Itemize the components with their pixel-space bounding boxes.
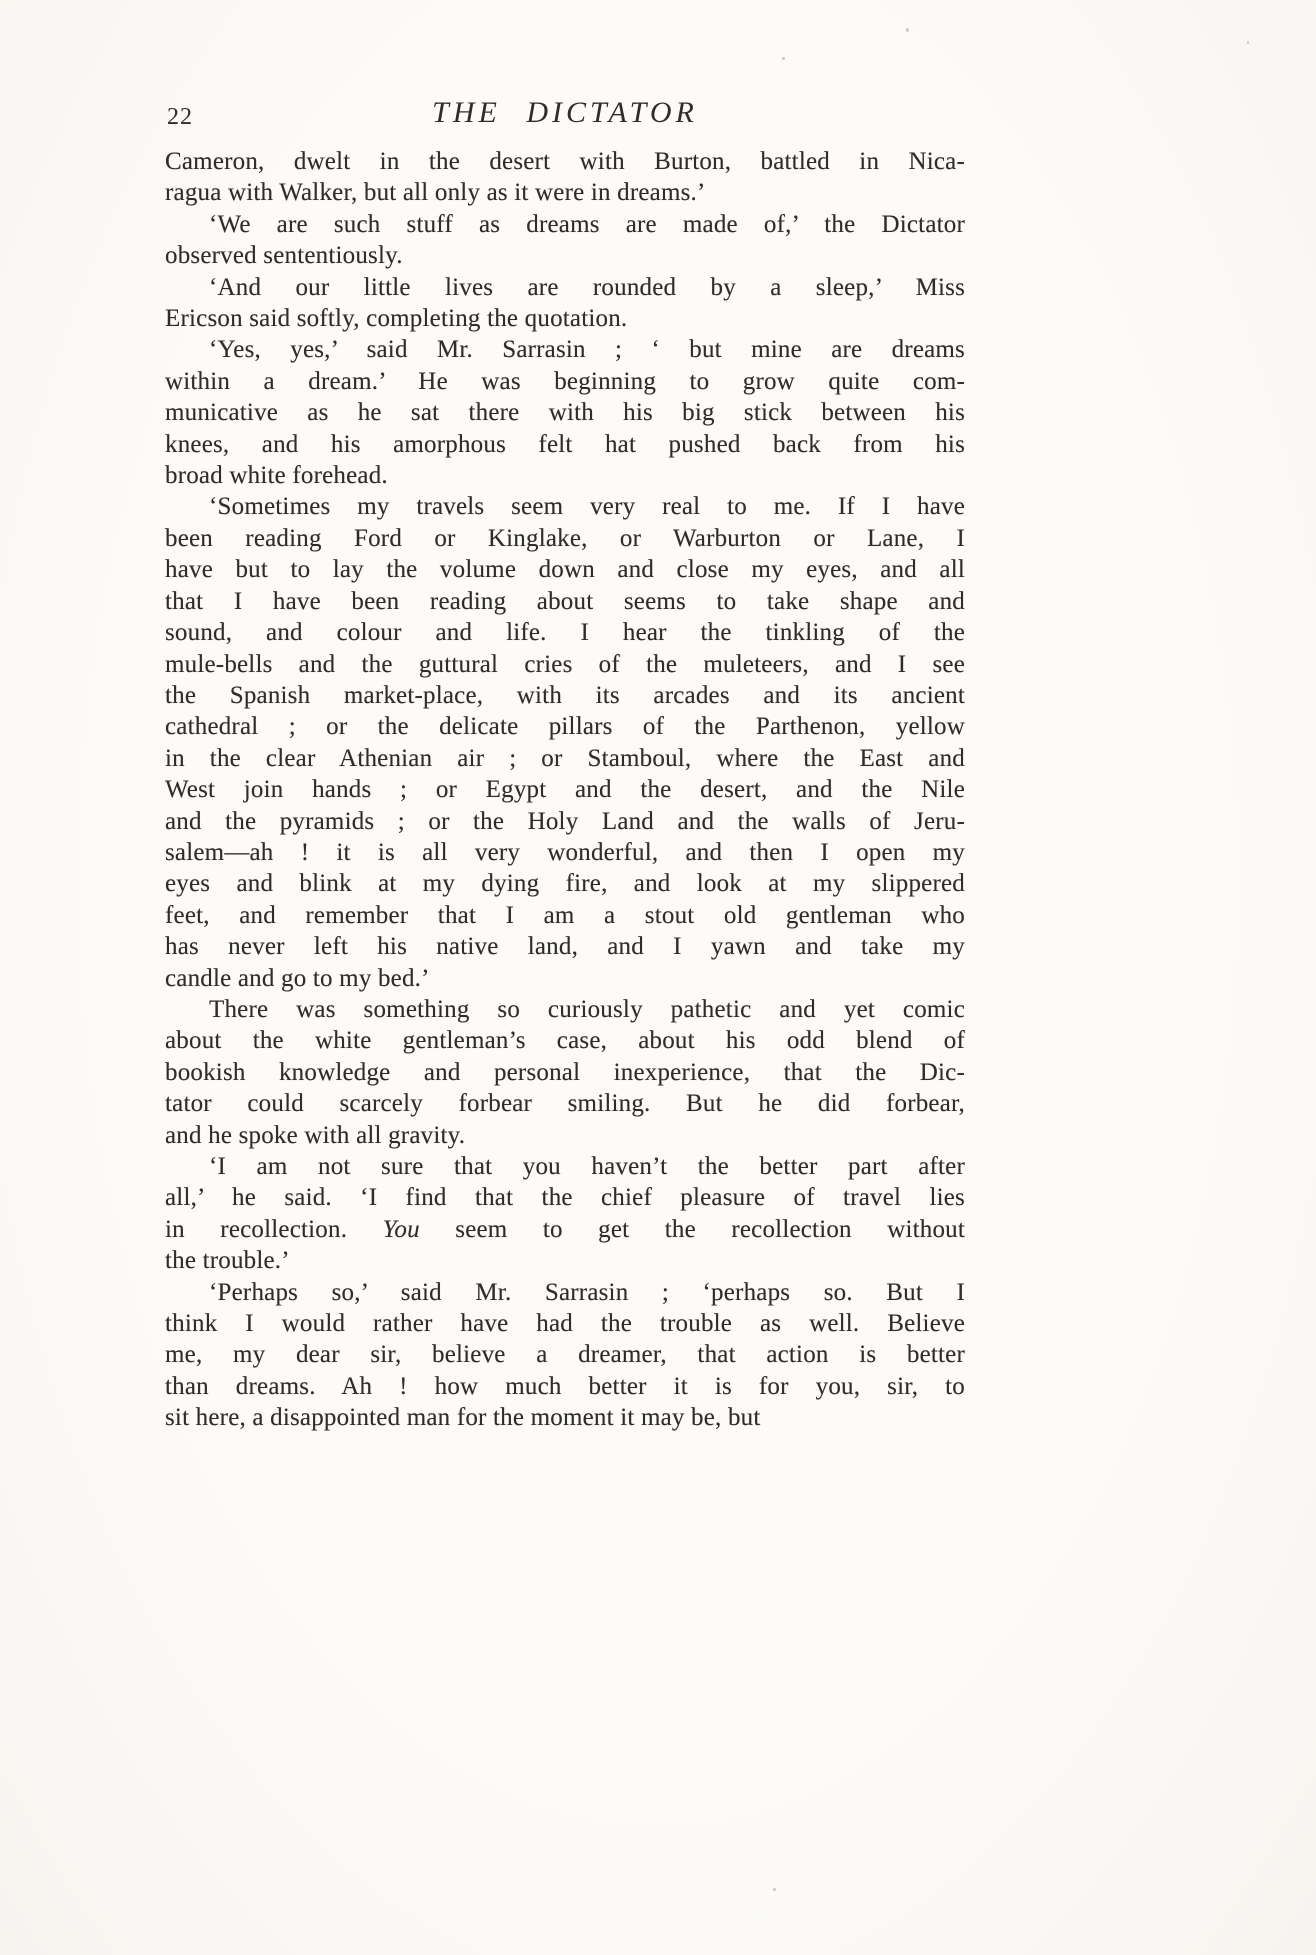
text-line: observed sententiously.: [165, 242, 403, 270]
paragraph: [165, 146, 965, 209]
text-line: salem—ah ! it is all very wonderful, and then I open my: [165, 838, 965, 866]
paragraph: [165, 491, 965, 994]
text-line: bookish knowledge and personal inexperience, that the Dic-: [165, 1058, 965, 1086]
text-line: mule-bells and the guttural cries of the muleteers, and I see: [165, 650, 965, 678]
text-line: that I have been reading about seems to take shape and: [165, 587, 965, 615]
text-line: the trouble.’: [165, 1247, 290, 1275]
text-line: ragua with Walker, but all only as it were in dreams.’: [165, 179, 706, 207]
text-line: think I would rather have had the trouble as well. Believe: [165, 1310, 965, 1338]
text-line: me, my dear sir, believe a dreamer, that action is better: [165, 1341, 965, 1369]
scan-artifact: [906, 28, 909, 32]
text-line: There was something so curiously pathetic and yet comic: [209, 995, 965, 1023]
text-line: within a dream.’ He was beginning to grow quite com-: [165, 367, 965, 395]
paragraph: [165, 209, 965, 272]
text-line: cathedral ; or the delicate pillars of the Parthenon, yellow: [165, 713, 965, 741]
text-line: municative as he sat there with his big stick between his: [165, 399, 965, 427]
page-number: 22: [167, 104, 193, 130]
text-line: been reading Ford or Kinglake, or Warburton or Lane, I: [165, 524, 965, 552]
text-line: the Spanish market-place, with its arcades and its ancient: [165, 681, 965, 709]
text-line: have but to lay the volume down and close my eyes, and all: [165, 556, 965, 584]
page-header: [165, 96, 965, 136]
text-line: and the pyramids ; or the Holy Land and the walls of Jeru-: [165, 807, 965, 835]
text-line: candle and go to my bed.’: [165, 964, 430, 992]
text-line: sound, and colour and life. I hear the tinkling of the: [165, 619, 965, 647]
scan-artifact: [1247, 41, 1249, 44]
text-line: eyes and blink at my dying fire, and look at my slippered: [165, 870, 965, 898]
scan-artifact: [782, 57, 785, 60]
text-line: tator could scarcely forbear smiling. But he did forbear,: [165, 1090, 965, 1118]
text-line: ‘Perhaps so,’ said Mr. Sarrasin ; ‘perhaps so. But I: [209, 1278, 965, 1306]
text-line: Cameron, dwelt in the desert with Burton, battled in Nica-: [165, 148, 965, 175]
text-line: feet, and remember that I am a stout old gentleman who: [165, 901, 965, 929]
text-line: ‘And our little lives are rounded by a sleep,’ Miss: [209, 273, 965, 301]
paragraph: [165, 1277, 965, 1434]
text-line: in recollection. You seem to get the recollection without: [165, 1215, 965, 1243]
text-line: all,’ he said. ‘I find that the chief pleasure of travel lies: [165, 1184, 965, 1212]
text-line: and he spoke with all gravity.: [165, 1121, 466, 1149]
paragraph: [165, 1151, 965, 1277]
text-line: ‘I am not sure that you haven’t the better part after: [209, 1153, 965, 1180]
text-line: West join hands ; or Egypt and the desert, and the Nile: [165, 776, 965, 804]
text-line: in the clear Athenian air ; or Stamboul, where the East and: [165, 744, 965, 772]
running-header-title: THE DICTATOR: [432, 96, 698, 129]
text-line: Ericson said softly, completing the quotation.: [165, 305, 628, 333]
paragraph: [165, 272, 965, 335]
text-line: has never left his native land, and I yawn and take my: [165, 933, 965, 961]
text-line: about the white gentleman’s case, about his odd blend of: [165, 1027, 965, 1055]
scan-artifact: [773, 1888, 776, 1891]
paragraph: [165, 334, 965, 491]
text-block: [165, 146, 965, 1434]
text-line: knees, and his amorphous felt hat pushed back from his: [165, 430, 965, 458]
text-line: sit here, a disappointed man for the moment it may be, but: [165, 1404, 761, 1432]
text-line: ‘Yes, yes,’ said Mr. Sarrasin ; ‘ but mine are dreams: [209, 336, 965, 364]
text-line: ‘Sometimes my travels seem very real to me. If I have: [209, 493, 965, 521]
text-line: broad white forehead.: [165, 462, 388, 490]
text-line: ‘We are such stuff as dreams are made of,’ the Dictator: [209, 210, 965, 238]
paragraph: [165, 994, 965, 1151]
text-line: than dreams. Ah ! how much better it is for you, sir, to: [165, 1372, 965, 1400]
